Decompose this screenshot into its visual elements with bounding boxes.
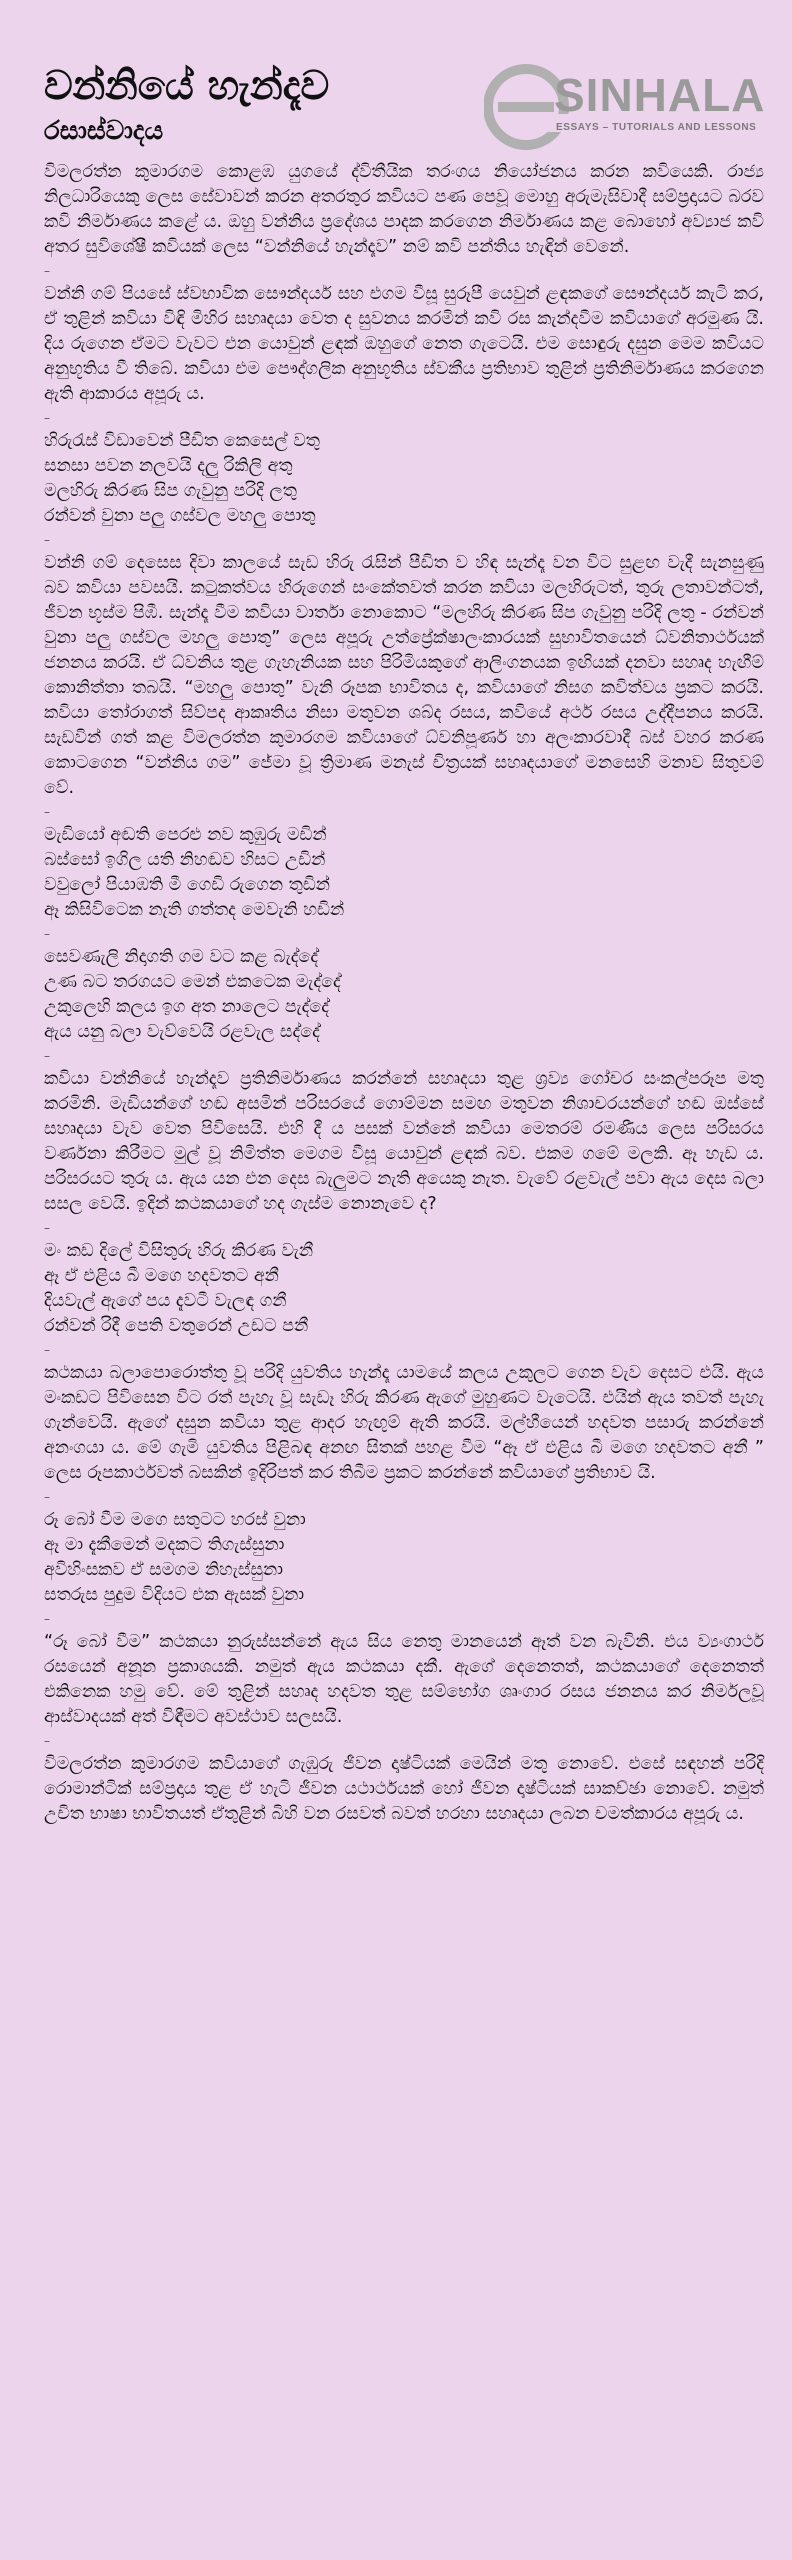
poem-line: මැඩියෝ අඬති පෙරළු නව කුඹුරු මඩින් [44,825,327,845]
section-separator: – [44,927,50,941]
poem-line: රන්වන් වුනා පලු ගස්වල මහලු පොතු [44,506,316,526]
poem-line: ඈ ඒ එළිය බී මගෙ හදවතට අනී [44,1266,279,1286]
poem-line: උණ බට තරගයට මෙන් එකටෙක මැද්දේ [44,972,341,992]
section-separator: – [44,264,50,278]
paragraph: විමලරත්න කුමාරගම කොළඹ යුගයේ ද්විතීයික තරංගය නියෝජනය කරන කවියෙකි. රාජ්‍ය නිලධාරියෙකු ලෙස සේවාවන් කරන අතරතුර කවියට පණ පෙවූ මොහු අරුමැසිවාදී සම්ප්‍රදායට බරව කවි නිර්මාණය කළේ ය. ඔහු වන්නිය ප්‍රදේශය පාදක කරගෙන නිර්මාණය කළ බොහෝ අව්‍යාජ කවි අතර සුවිශේෂී කවියක් ලෙස “වන්නියේ හැන්දෑව” නම් කවි පන්තිය හැඳින් වෙනේ. [44,162,764,257]
paragraph: වන්නි ගම් පියසේ ස්වභාවික සෞන්දර්ය සහ එගම වීසූ සුරූපී යෙවුන් ළඳකගේ සෞන්දර්ය කැටි කර, ඒ තුළින් කවියා විඳි මිහිර සහෘදයා වෙත ද සුවනය කරමින් කවි රස කැන්දවීම කවියාගේ අරමුණ යි. දිය රුගෙන ඒමට වැවට එන යොවුන් ළඳක් ඔහුගේ නෙත ගැටෙයි. එම සොඳුරු දසුන මෙම කවියට අනුභූතිය වී තිබේ. කවියා එම පෞද්ගලික අනුභූතිය ස්වකීය ප්‍රතිභාව තුළින් ප්‍රතිනිර්මාණය කරගෙන ඇති ආකාරය අපූරු ය. [44,284,764,404]
poem-stanza [44,945,764,1045]
section-separator: – [44,1734,50,1748]
poem-line: සෙවණැලි නිදාගති ගම වට කළ බැද්දේ [44,947,319,967]
poem-line: අවිහිංසකව ඒ සමගම නිහැස්සුනා [44,1560,283,1580]
poem-line: හිරුරැස් විඩාවෙන් පීඩිත කෙසෙල් වතු [44,431,320,451]
page-header [0,0,792,160]
section-separator: – [44,1221,50,1235]
poem-line: මලහිරු කිරණ සිප ගැවුනු පරිදි ලතු [44,481,297,501]
section-separator: – [44,533,50,547]
poem-line: රූ බෝ වීම මගෙ සතුටට හරස් වුනා [44,1510,306,1530]
poem-line: ඇය යනු බලා වැව්වෙයි රළවැල සද්දේ [44,1022,320,1042]
site-logo[interactable] [484,62,766,152]
paragraph: “රූ බෝ වීම” කථකයා නුරුස්සන්නේ ඇය සිය නෙතු මානයෙන් ඈත් වන බැවිනි. එය ව්‍යංගාර්ථ රසයෙන් අනූන ප්‍රකාශයකි. නමුත් ඇය කථකයා දකී. ඇගේ දෙනෙතත්, කථකයාගේ දෙනෙතත් එකිනෙක හමු වේ. මේ තුළින් සහෘද හදවත තුළ සම්භෝග ශෘංගාර රසය ජනනය කර නිර්මලවූ ආස්වාදයක් අත් විඳීමට අවස්ථාව සලසයි. [44,1632,764,1727]
poem-line: උකුලෙහි කලය ඉග අත නාලෙට පැද්දේ [44,997,330,1017]
poem-line: වවුලෝ පියාඹති මී ගෙඩි රුගෙන තුඩින් [44,875,331,895]
poem-stanza [44,1239,764,1339]
poem-line: මං කඩ දිලේ විසිතුරු හිරු කිරණ වැනී [44,1241,314,1261]
poem-line: දියවැල් ඇගේ පය දැවටී වැලඳ ගනී [44,1291,287,1311]
page-title: වන්නියේ හැන්දෑව [44,63,330,109]
paragraph: වන්නි ගම් දෙසෙස දිවා කාලයේ සැඩ හිරු රැසින් පීඩිත ව හිඳ සැන්දෑ වන විට සුළඟ වැදී සැනසුණු බව කවියා පවසයි. කටුකත්වය හිරුගෙන් සංකේතවත් කරන කවියා මලහිරුටත්, තුරු ලතාවන්ටත්, ජීවන භූස්ම පිඹී. සැන්දෑ වීම කවියා වාර්තා නොකොට “මලහිරු කිරණ සිප ගැවුනු පරිදි ලතු - රන්වන් වුනා පලු ගස්වල මහලු පොතු” ලෙස අපූරු උත්ප්‍රේක්ෂාලංකාරයක් සුභාවිතයෙන් ධ්වනිතාර්ථයක් ජනනය කරයි. ඒ ධ්වනිය තුළ ගැහැනියක සහ පිරිමියකුගේ ආලිංගනයක ඉඟියක් දනවා සහෘද හැඟීම් කොනිත්තා තබයි. “මහලු පොතු” වැනි රූපක භාවිතය ද, කවියාගේ නිසග කවිත්වය ප්‍රකට කරයි. කවියා තෝරාගත් සිව්පද ආකෘතිය නිසා මතුවන ශබ්ද රසය, කවියේ අර්ථ රසය උද්දීපනය කරයි. සැඩවින් ගත් කළ විමලරත්න කුමාරගම කවියාගේ ධ්වනිපූර්ණ හා අලංකාරවාදී බස් වහර කරණ කොටගෙන “වන්නිය ගම” ජේමා වූ ත්‍රිමාණ මනැස් චිත්‍රයක් සහෘදයාගේ මනසෙහි මනාව සිතුවම් වේ. [44,553,764,798]
poem-stanza [44,823,764,923]
section-separator: – [44,411,50,425]
section-separator: – [44,1343,50,1357]
poem-stanza [44,429,764,529]
poem-stanza [44,1508,764,1608]
paragraph: විමලරත්න කුමාරගම කවියාගේ ගැඹුරු ජීවන දෘෂ්ටියක් මෙයින් මතු නොවේ. එසේ සඳහන් පරිදි රොමාන්ටික් සම්ප්‍රදාය තුළ ඒ හැටි ජීවන යථාර්ථයක් හෝ ජීවන දෘෂ්ටියක් සාකච්ඡා නොවේ. නමුත් උචිත භාෂා භාවිතයත් ඒතුළින් බිහි වන රසවත් බවත් හරහා සහෘදයා ලබන චමත්කාරය අපූරු ය. [44,1754,764,1824]
logo-tagline: ESSAYS – TUTORIALS AND LESSONS [556,122,757,133]
poem-line: ඈ මා දැකීමෙන් මදකට තිගැස්සුනා [44,1535,285,1555]
poem-line: රන්වන් රිදී පෙති වතුරෙන් උඩට පනී [44,1316,309,1336]
poem-line: ඈ කිසිවිටෙක නැති ගත්තද මෙවැනි හඩින් [44,900,345,920]
section-separator: – [44,1490,50,1504]
section-separator: – [44,1612,50,1626]
paragraph: කථකයා බලාපොරොත්තු වූ පරිදි යුවතිය හැන්දෑ යාමයේ කලය උකුලට ගෙන වැව දෙසට එයි. ඇය මංකඩට පිවිසෙන විට රත් පැහැ වූ සැඩෑ හිරු කිරණ ඇගේ මුහුණට වැටෙයි. එයින් ඇය තවත් පැහැ ගැන්වෙයි. ඇගේ දසුන කවියා තුළ ආදර හැඟුම් ඇති කරයි. මල්හීයෙන් හදවත පසාරු කරන්නේ අනංගයා ය. මේ ගැමි යුවතිය පිළිබඳ අනඟ සිතක් පහළ වීම “ඈ ඒ එළිය බී මගෙ හදවතට අනී ” ලෙස රූපකාර්ථවත් බසකින් ඉදිරිපත් කර තිබීම ප්‍රකට කරන්නේ කවියාගේ ප්‍රතිභාව යි. [44,1363,764,1483]
logo-brand-text: SINHALA [554,69,766,121]
section-separator: – [44,805,50,819]
section-separator: – [44,1049,50,1063]
poem-line: බස්සෝ ඉගිල යති නිහඬව හිසට උඩින් [44,850,326,870]
poem-line: සතරුස පුදුම විදියට එක ඇසක් වුනා [44,1585,305,1605]
page-subtitle: රසාස්වාදය [44,116,164,146]
article-body [44,160,764,1827]
paragraph: කවියා වන්නියේ හැන්දෑව ප්‍රතිනිර්මාණය කරන්නේ සහෘදයා තුළ ශ්‍රව්‍ය ගෝචර සංකල්පරූප මතු කරමිනි. මැඩියන්ගේ හඬ අසමින් පරිසරයේ ගොම්මන සමඟ මතුවන නිශාචරයන්ගේ හඬ ඔස්සේ සහෘදයා වැව වෙත පිවිසෙයි. එහි දී ය පසක් වන්නේ කවියා මෙතරම් රමණීය ලෙස පරිසරය වර්ණනා කිරීමට මුල් වූ නිමිත්ත මෙගම වීසූ යොවුන් ළඳක් බව. එකම ගමේ මලකි. ඈ හැඩ ය. පරිසරයට තුරු ය. ඇය යන එන දෙස බැලුමට නැති අයෙකු නැත. වැවේ රළවැල් පවා ඇය දෙස බලා සසල වෙයි. ඉදින් කථකයාගේ හද ගැස්ම නොනැවෙ ද? [44,1069,764,1214]
poem-line: සනසා පවන නලවයි දලු රිකිලි අතු [44,456,293,476]
